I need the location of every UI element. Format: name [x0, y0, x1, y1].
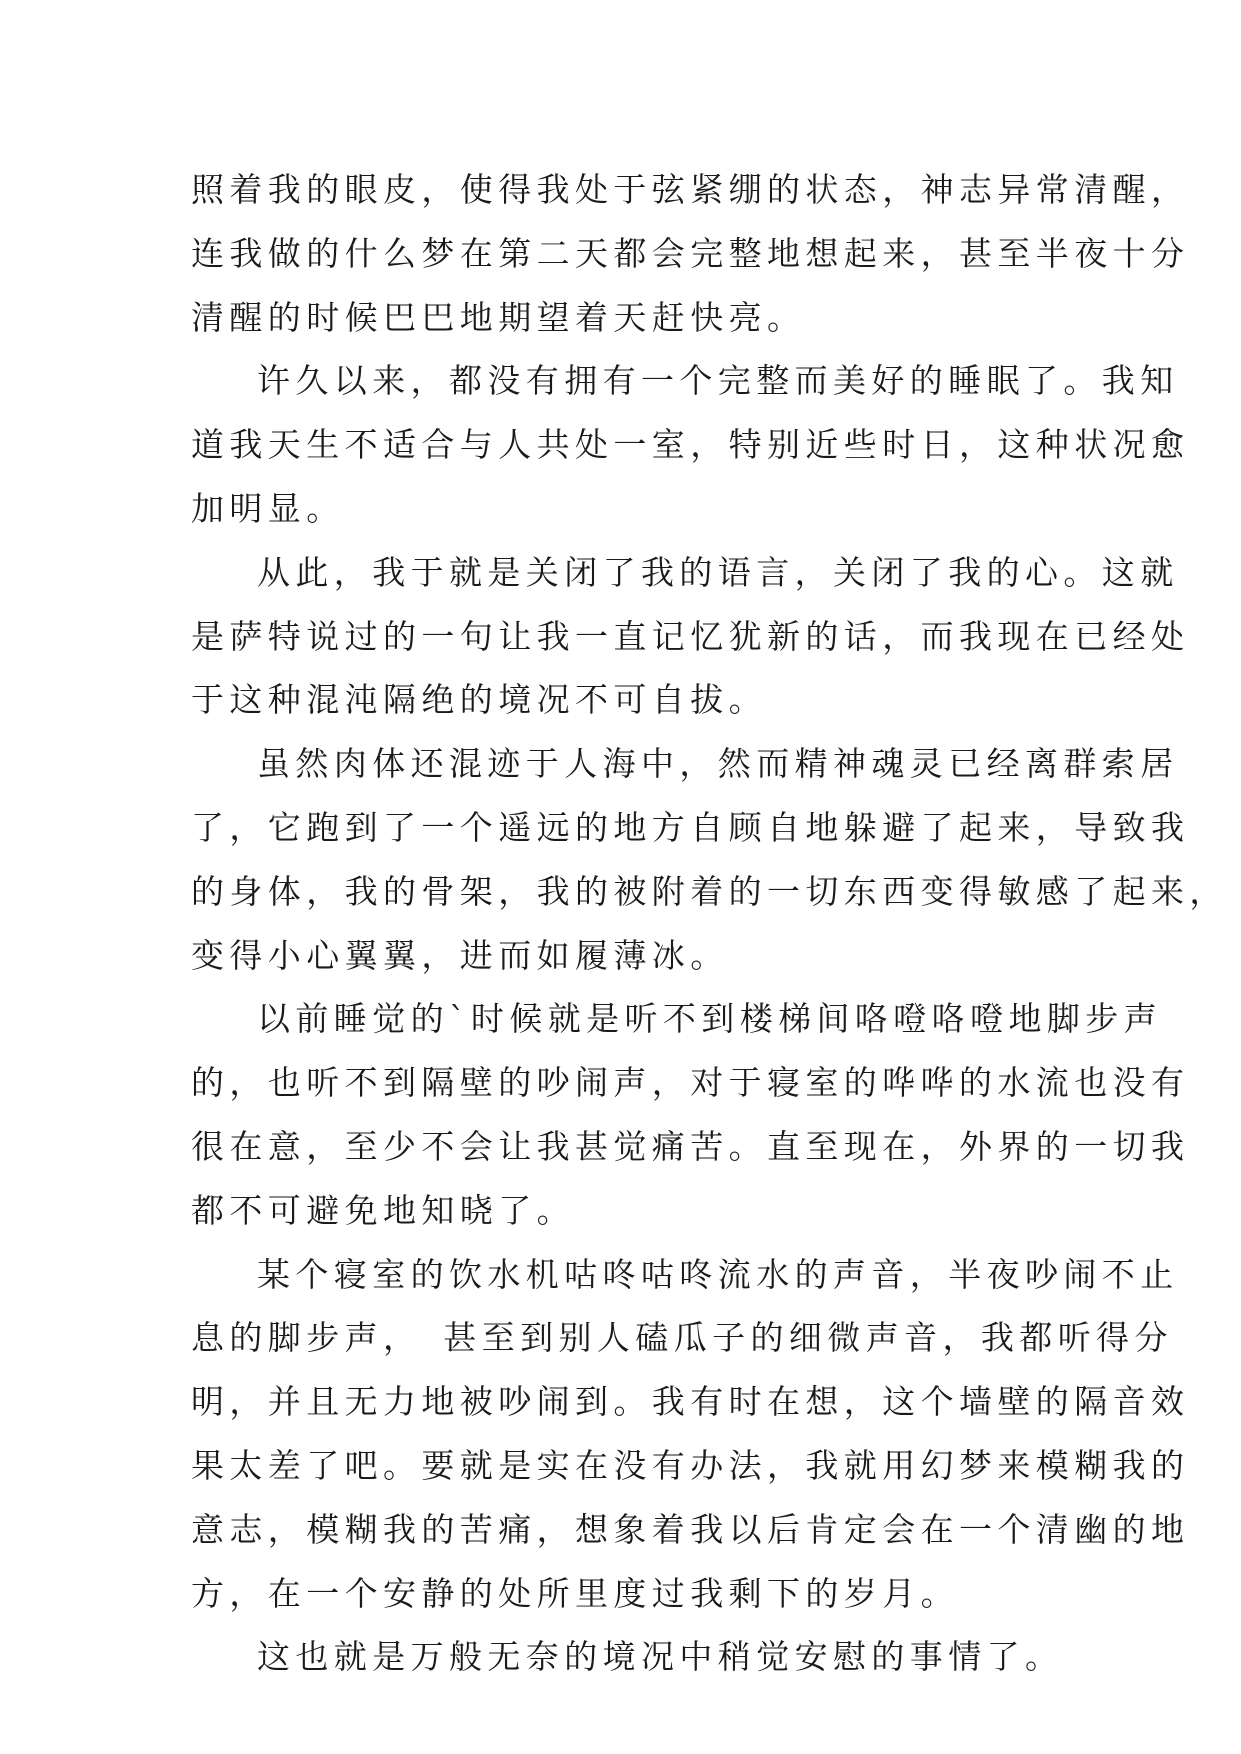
text-line: 照着我的眼皮，使得我处于弦紧绷的状态，神志异常清醒， — [191, 170, 1190, 209]
text-line: 从此，我于就是关闭了我的语言，关闭了我的心。这就 — [257, 552, 1179, 592]
text-line: 变得小心翼翼，进而如履薄冰。 — [191, 935, 729, 975]
text-line: 这也就是万般无奈的境况中稍觉安慰的事情了。 — [257, 1637, 1064, 1677]
text-line: 方，在一个安静的处所里度过我剩下的岁月。 — [191, 1573, 959, 1613]
text-line: 都不可避免地知晓了。 — [191, 1190, 575, 1230]
text-line: 的身体，我的骨架，我的被附着的一切东西变得敏感了起来， — [191, 871, 1228, 911]
text-line: 连我做的什么梦在第二天都会完整地想起来，甚至半夜十分 — [191, 233, 1190, 273]
text-line: 虽然肉体还混迹于人海中，然而精神魂灵已经离群索居 — [257, 744, 1179, 784]
text-line: 果太差了吧。要就是实在没有办法，我就用幻梦来模糊我的 — [191, 1445, 1190, 1485]
text-line: 于这种混沌隔绝的境况不可自拔。 — [191, 680, 767, 720]
text-line: 清醒的时候巴巴地期望着天赶快亮。 — [191, 297, 806, 337]
text-line: 意志，模糊我的苦痛，想象着我以后肯定会在一个清幽的地 — [191, 1509, 1190, 1549]
text-line: 明，并且无力地被吵闹到。我有时在想，这个墙壁的隔音效 — [191, 1382, 1190, 1422]
paragraph-4 — [191, 732, 1228, 987]
paragraph-3 — [191, 541, 1190, 732]
text-line: 是萨特说过的一句让我一直记忆犹新的话，而我现在已经处 — [191, 616, 1190, 656]
text-line: 加明显。 — [191, 488, 345, 528]
text-line: 以前睡觉的`时候就是听不到楼梯间咯噔咯噔地脚步声 — [257, 999, 1163, 1039]
document-body — [191, 158, 1228, 1689]
paragraph-7 — [191, 1625, 1064, 1689]
paragraph-6 — [191, 1243, 1190, 1626]
text-line: 息的脚步声， 甚至到别人磕瓜子的细微声音，我都听得分 — [191, 1318, 1173, 1358]
paragraph-2 — [191, 349, 1190, 540]
text-line: 道我天生不适合与人共处一室，特别近些时日，这种状况愈 — [191, 425, 1190, 465]
text-line: 许久以来，都没有拥有一个完整而美好的睡眠了。我知 — [257, 361, 1179, 401]
text-line: 很在意，至少不会让我甚觉痛苦。直至现在，外界的一切我 — [191, 1126, 1190, 1166]
paragraph-1 — [191, 158, 1190, 349]
text-line: 了，它跑到了一个遥远的地方自顾自地躲避了起来，导致我 — [191, 807, 1190, 847]
paragraph-5 — [191, 987, 1190, 1242]
text-line: 的，也听不到隔壁的吵闹声，对于寝室的哗哗的水流也没有 — [191, 1063, 1190, 1103]
text-line: 某个寝室的饮水机咕咚咕咚流水的声音，半夜吵闹不止 — [257, 1254, 1179, 1294]
